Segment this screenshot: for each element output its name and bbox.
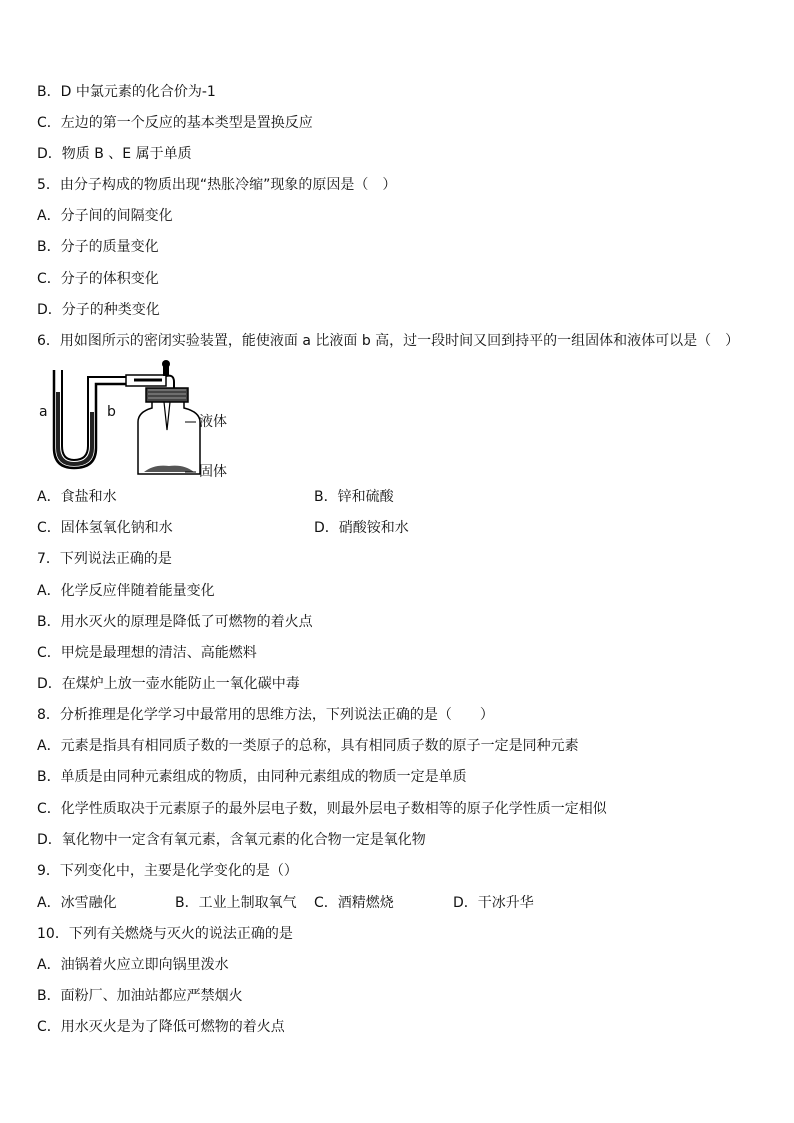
q8-option-c: C．化学性质取决于元素原子的最外层电子数，则最外层电子数相等的原子化学性质一定相似: [37, 801, 607, 817]
q4-option-c: C．左边的第一个反应的基本类型是置换反应: [37, 115, 313, 131]
q6-option-a: A．食盐和水: [37, 489, 117, 505]
q8-option-a: A．元素是指具有相同质子数的一类原子的总称，具有相同质子数的原子一定是同种元素: [37, 738, 579, 754]
q5-option-b: B．分子的质量变化: [37, 239, 159, 255]
q10-option-b: B．面粉厂、加油站都应严禁烟火: [37, 988, 243, 1004]
q5-option-c: C．分子的体积变化: [37, 271, 159, 287]
q7-option-b: B．用水灭火的原理是降低了可燃物的着火点: [37, 614, 313, 630]
q10-stem: 10．下列有关燃烧与灭火的说法正确的是: [37, 926, 293, 942]
label-liquid: 液体: [199, 414, 227, 430]
q10-option-a: A．油锅着火应立即向锅里泼水: [37, 957, 229, 973]
q10-option-c: C．用水灭火是为了降低可燃物的着火点: [37, 1019, 285, 1035]
q6-option-b: B．锌和硫酸: [314, 489, 394, 505]
q5-stem: 5．由分子构成的物质出现“热胀冷缩”现象的原因是（ ）: [37, 177, 397, 193]
label-b: b: [107, 404, 116, 420]
q9-option-d: D．干冰升华: [453, 895, 534, 911]
q7-stem: 7．下列说法正确的是: [37, 551, 172, 567]
q8-option-b: B．单质是由同种元素组成的物质，由同种元素组成的物质一定是单质: [37, 769, 467, 785]
q7-option-c: C．甲烷是最理想的清洁、高能燃料: [37, 645, 257, 661]
solid-material: [144, 466, 194, 472]
q9-option-a: A．冰雪融化: [37, 895, 117, 911]
q5-option-d: D．分子的种类变化: [37, 302, 160, 318]
q9-option-c: C．酒精燃烧: [314, 895, 394, 911]
q6-option-c: C．固体氢氧化钠和水: [37, 520, 173, 536]
q6-option-d: D．硝酸铵和水: [314, 520, 409, 536]
q6-stem: 6．用如图所示的密闭实验装置，能使液面 a 比液面 b 高，过一段时间又回到持平的一组固体和液体可以是（ ）: [37, 333, 740, 349]
q7-option-d: D．在煤炉上放一壶水能防止一氧化碳中毒: [37, 676, 300, 692]
q5-option-a: A．分子间的间隔变化: [37, 208, 173, 224]
q4-option-b: B．D 中氯元素的化合价为-1: [37, 84, 216, 100]
q9-option-b: B．工业上制取氧气: [175, 895, 297, 911]
label-solid: 固体: [199, 464, 227, 480]
q4-option-d: D．物质 B 、E 属于单质: [37, 146, 192, 162]
label-a: a: [39, 404, 48, 420]
q9-stem: 9．下列变化中，主要是化学变化的是（）: [37, 863, 298, 879]
q8-option-d: D．氧化物中一定含有氧元素，含氧元素的化合物一定是氧化物: [37, 832, 426, 848]
q7-option-a: A．化学反应伴随着能量变化: [37, 583, 215, 599]
q8-stem: 8．分析推理是化学学习中最常用的思维方法，下列说法正确的是（ ）: [37, 707, 494, 723]
experiment-apparatus-figure: [34, 360, 234, 480]
